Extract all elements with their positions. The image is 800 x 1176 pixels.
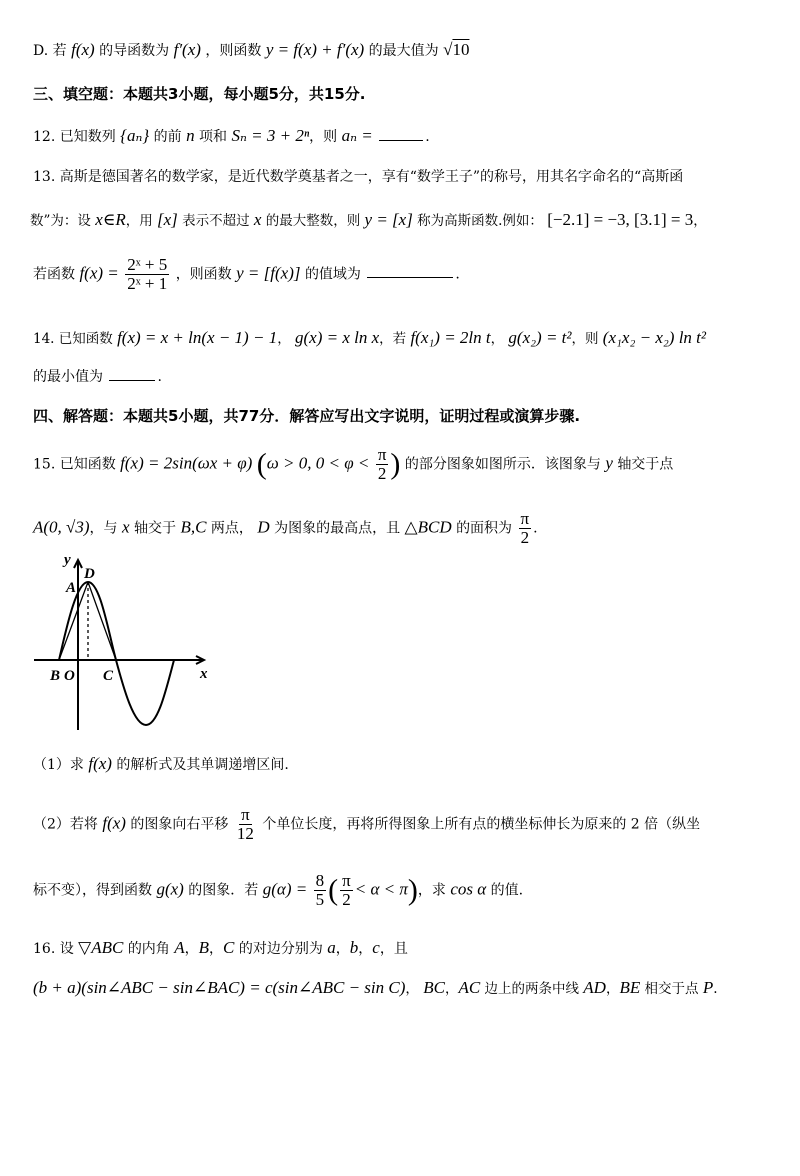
- question-12: 12. 已知数列 {aₙ} 的前 n 项和 Sₙ = 3 + 2ⁿ，则 aₙ = .: [33, 126, 430, 145]
- label-c: C: [103, 668, 114, 684]
- label-y: y: [64, 552, 71, 568]
- question-15-line-2: A(0, √3)，与 x 轴交于 B,C 两点， D 为图象的最高点，且 △BCD 的面积为 $\frac{\pi}{2}$ .: [33, 509, 538, 547]
- pi-over-2-fraction: $\frac{\pi}{2}$: [377, 445, 387, 483]
- sine-graph: [28, 550, 228, 740]
- option-d: D. 若 f(x) 的导函数为 f′(x) ，则函数 y = f(x) + f′(x) 的最大值为 √10: [33, 40, 470, 59]
- question-13-line-3: 若函数 f(x) = $\frac{\text{2ˣ + 5}}{\text{2ˣ + 1}}$ ，则函数 y = [f(x)] 的值域为 .: [33, 255, 460, 293]
- question-16-line-1: 16. 设 ▽ABC 的内角 A，B，C 的对边分别为 a，b，c，且: [33, 938, 408, 957]
- sqrt-expression: √10: [443, 40, 470, 59]
- label-d: D: [84, 566, 95, 582]
- label-b: B: [50, 668, 61, 684]
- question-15-sub-2-line-2: 标不变），得到函数 g(x) 的图象．若 g(α) = $\frac{8}{5}$ ( $\frac{\pi}{2}$ < α < π)，求 cos α 的值.: [33, 871, 524, 909]
- segment-cd: [88, 582, 116, 660]
- section-4-title: 四、解答题：本题共5小题，共77分．解答应写出文字说明，证明过程或演算步骤.: [33, 407, 581, 425]
- question-13-line-1: 13. 高斯是德国著名的数学家，是近代数学奠基者之一，享有“数学王子”的称号，用其名字命名的“高斯函: [33, 169, 684, 185]
- question-16-line-2: (b + a)(sin∠ABC − sin∠BAC) = c(sin∠ABC − sin C)， BC，AC 边上的两条中线 AD，BE 相交于点 P.: [33, 978, 718, 997]
- label-o: O: [64, 668, 75, 684]
- question-15-sub-1: （1）求 f(x) 的解析式及其单调递增区间.: [33, 754, 289, 773]
- eight-fifths-fraction: $\frac{8}{5}$: [315, 871, 325, 909]
- answer-blank[interactable]: [367, 276, 453, 278]
- answer-blank[interactable]: [109, 379, 155, 381]
- label-x: x: [200, 666, 208, 682]
- fraction: $\frac{\text{2ˣ + 5}}{\text{2ˣ + 1}}$: [127, 255, 168, 293]
- pi-over-12-fraction: $\frac{\pi}{12}$: [236, 805, 254, 843]
- question-14-line-2: 的最小值为 .: [33, 369, 162, 385]
- pi-over-2-fraction: $\frac{\pi}{2}$: [520, 509, 530, 547]
- pi-over-2-fraction: $\frac{\pi}{2}$: [342, 871, 351, 909]
- question-15-sub-2-line-1: （2）若将 f(x) 的图象向右平移 $\frac{\pi}{12}$ 个单位长度，再将所得图象上所有点的横坐标伸长为原来的 2 倍（纵坐: [33, 805, 701, 843]
- question-15-line-1: 15. 已知函数 f(x) = 2sin(ωx + φ) (ω > 0, 0 < φ < $\frac{\pi}{2}$ ) 的部分图象如图所示．该图象与 y 轴交于点: [33, 445, 674, 483]
- question-14-line-1: 14. 已知函数 f(x) = x + ln(x − 1) − 1， g(x) = x ln x，若 f(x₁) = 2ln t， g(x₂) = t²，则 (x₁x₂ − x₂) ln t²: [33, 328, 707, 347]
- answer-blank[interactable]: [379, 139, 423, 141]
- section-3-title: 三、填空题：本题共3小题，每小题5分，共15分.: [33, 85, 366, 103]
- question-13-line-2: 数”为：设 x∈R，用 [x] 表示不超过 x 的最大整数，则 y = [x] 称为高斯函数.例如： [−2.1] = −3, [3.1] = 3，: [30, 210, 707, 229]
- label-a: A: [66, 580, 77, 596]
- sine-curve: [59, 582, 174, 725]
